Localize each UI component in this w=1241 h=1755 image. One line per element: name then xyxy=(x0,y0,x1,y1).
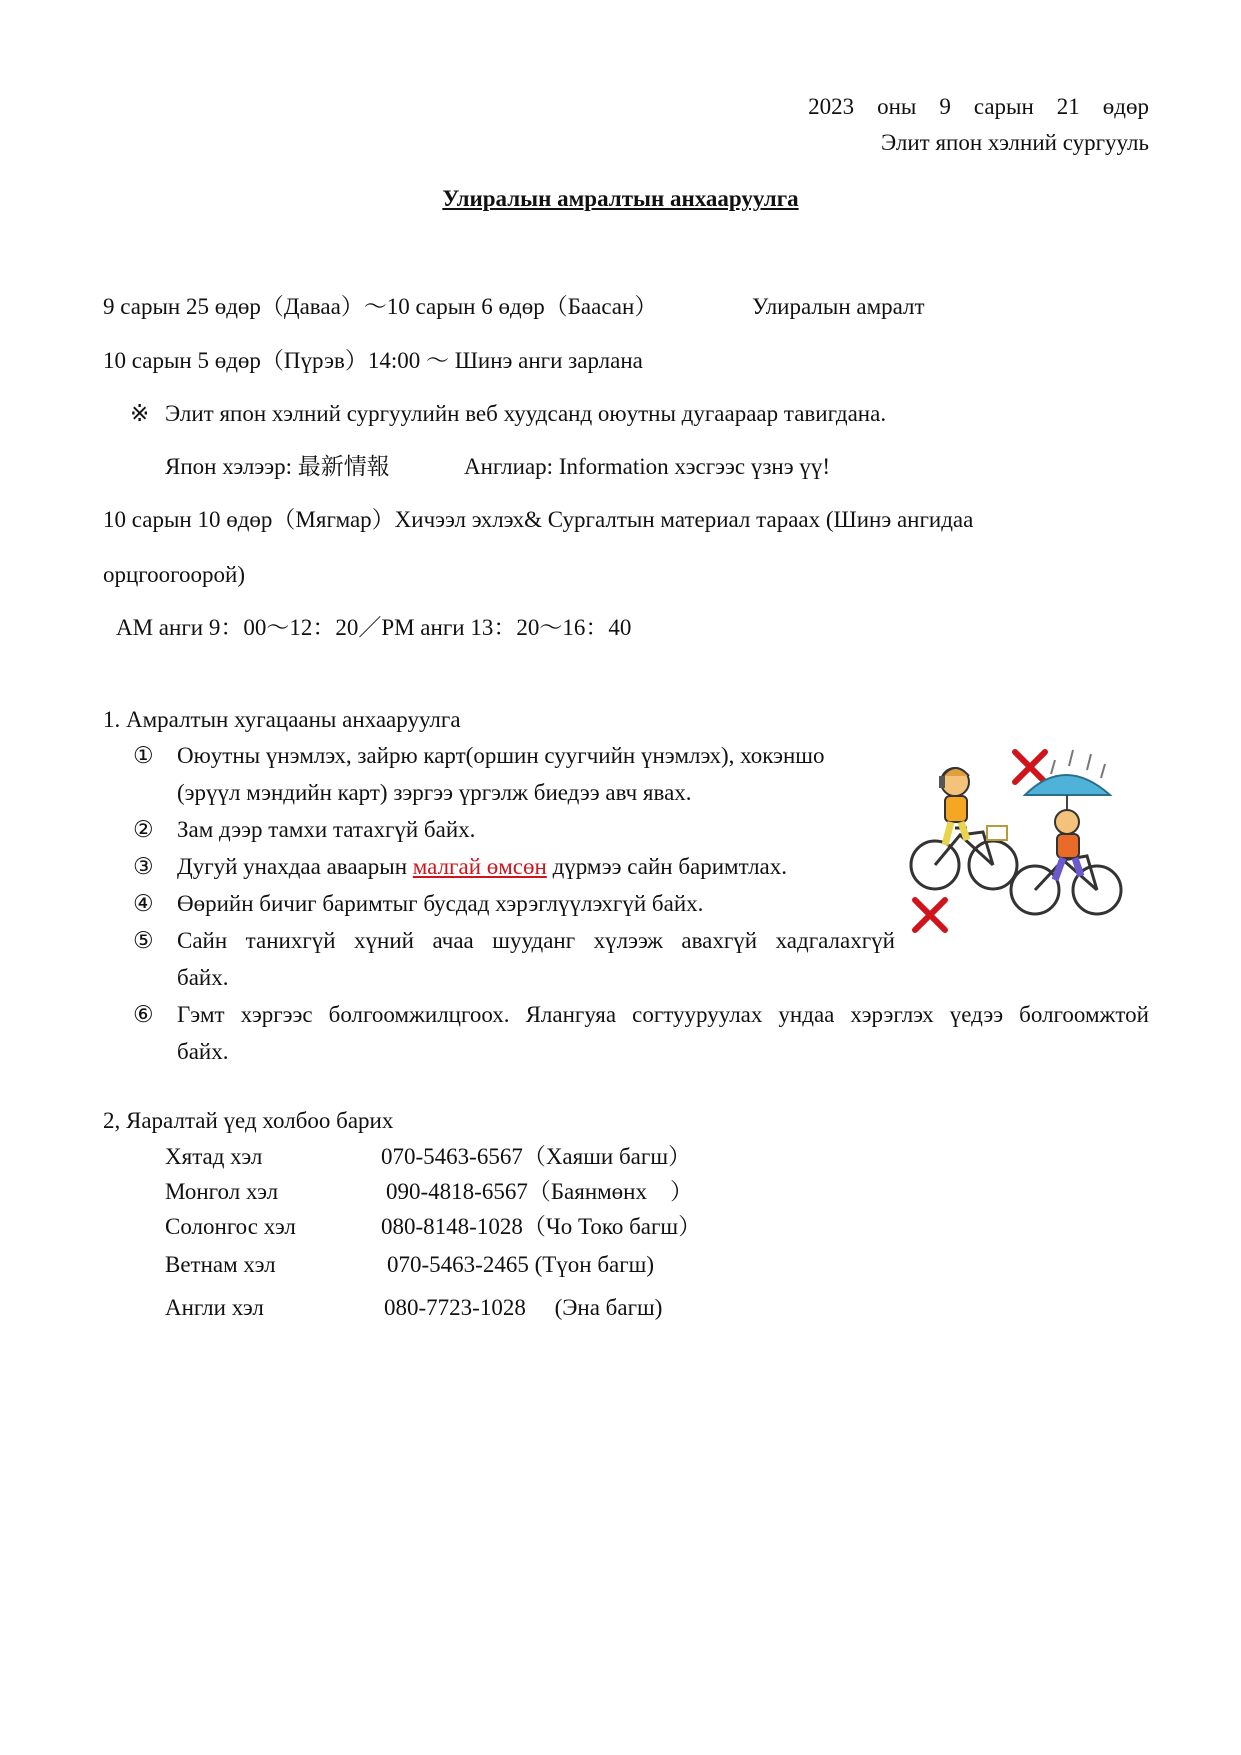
list-item-number: ③ xyxy=(133,854,154,879)
document-date: 2023 оны 9 сарын 21 өдөр xyxy=(808,94,1149,119)
helmet-highlight: малгай өмсөн xyxy=(412,854,547,879)
contact-phone: 070-5463-6567（Хаяши багш） xyxy=(381,1144,692,1169)
list-item-text: Өөрийн бичиг баримтыг бусдад хэрэглүүлэхгүй байх. xyxy=(177,891,704,916)
list-item-text: Оюутны үнэмлэх, зайрю карт(оршин суугчийн үнэмлэх), хокэншо xyxy=(177,743,825,768)
contact-phone: 080-8148-1028（Чо Токо багш） xyxy=(381,1214,702,1239)
list-item-number: ⑥ xyxy=(133,1002,154,1027)
contact-phone: 080-7723-1028 (Эна багш) xyxy=(384,1295,663,1320)
list-item-text-pre: Дугуй унахдаа аваарын xyxy=(177,854,413,879)
schedule-holiday-label: Улиралын амралт xyxy=(752,294,925,319)
list-item-text: Сайн танихгүй хүний ачаа шууданг хүлээж авахгүй хадгалахгүй xyxy=(177,928,895,953)
contact-language: Ветнам хэл xyxy=(165,1252,276,1277)
list-item-text-post: дүрмээ сайн баримтлах. xyxy=(546,854,788,879)
contact-language: Англи хэл xyxy=(165,1295,264,1320)
list-item-number: ④ xyxy=(133,891,154,916)
note-mark: ※ xyxy=(130,401,150,426)
contact-language: Солонгос хэл xyxy=(165,1214,296,1239)
list-item-number: ① xyxy=(133,743,154,768)
contact-language: Монгол хэл xyxy=(165,1179,279,1204)
page-title: Улиралын амралтын анхааруулга xyxy=(442,186,799,211)
list-item-text-cont: (эрүүл мэндийн карт) зэргээ үргэлж биедээ авч явах. xyxy=(177,780,692,805)
schedule-class-start-cont: орцгоогоорой) xyxy=(103,562,245,587)
schedule-class-times: AM анги 9：00～12：20／PM анги 13：20～16：40 xyxy=(116,615,632,640)
contact-phone: 070-5463-2465 (Түон багш) xyxy=(387,1252,655,1277)
contact-language: Хятад хэл xyxy=(165,1144,263,1169)
list-item-text: Гэмт хэргээс болгоомжилцгоох. Ялангуяа согтууруулах ундаа хэрэглэх үедээ болгоомжтой xyxy=(177,1002,1149,1027)
list-item-text-cont: байх. xyxy=(177,1039,229,1064)
note-english: Англиар: Information хэсгээс үзнэ үү! xyxy=(464,454,831,479)
schedule-class-announce: 10 сарын 5 өдөр（Пүрэв）14:00 ～ Шинэ анги зарлана xyxy=(103,348,643,373)
contact-phone: 090-4818-6567（Баянмөнх ） xyxy=(386,1179,693,1204)
section2-heading: 2, Яаралтай үед холбоо барих xyxy=(103,1108,394,1133)
section1-heading: 1. Амралтын хугацааны анхааруулга xyxy=(103,707,461,732)
school-name: Элит япон хэлний сургууль xyxy=(880,130,1149,155)
list-item-text-cont: байх. xyxy=(177,965,229,990)
schedule-holiday-dates: 9 сарын 25 өдөр（Даваа）～10 сарын 6 өдөр（Баасан） xyxy=(103,294,658,319)
list-item-number: ⑤ xyxy=(133,928,154,953)
bicycle-icon xyxy=(1011,856,1121,914)
note-japanese: Япон хэлээр: 最新情報 xyxy=(165,454,390,479)
bicycle-safety-illustration xyxy=(905,740,1135,935)
list-item-text xyxy=(177,852,787,882)
list-item-text: Зам дээр тамхи татахгүй байх. xyxy=(177,817,476,842)
note-text: Элит япон хэлний сургуулийн веб хуудсанд оюутны дугаараар тавигдана. xyxy=(165,401,887,426)
list-item-number: ② xyxy=(133,817,154,842)
schedule-class-start: 10 сарын 10 өдөр（Мягмар）Хичээл эхлэх& Сургалтын материал тараах (Шинэ ангидаа xyxy=(103,507,974,532)
